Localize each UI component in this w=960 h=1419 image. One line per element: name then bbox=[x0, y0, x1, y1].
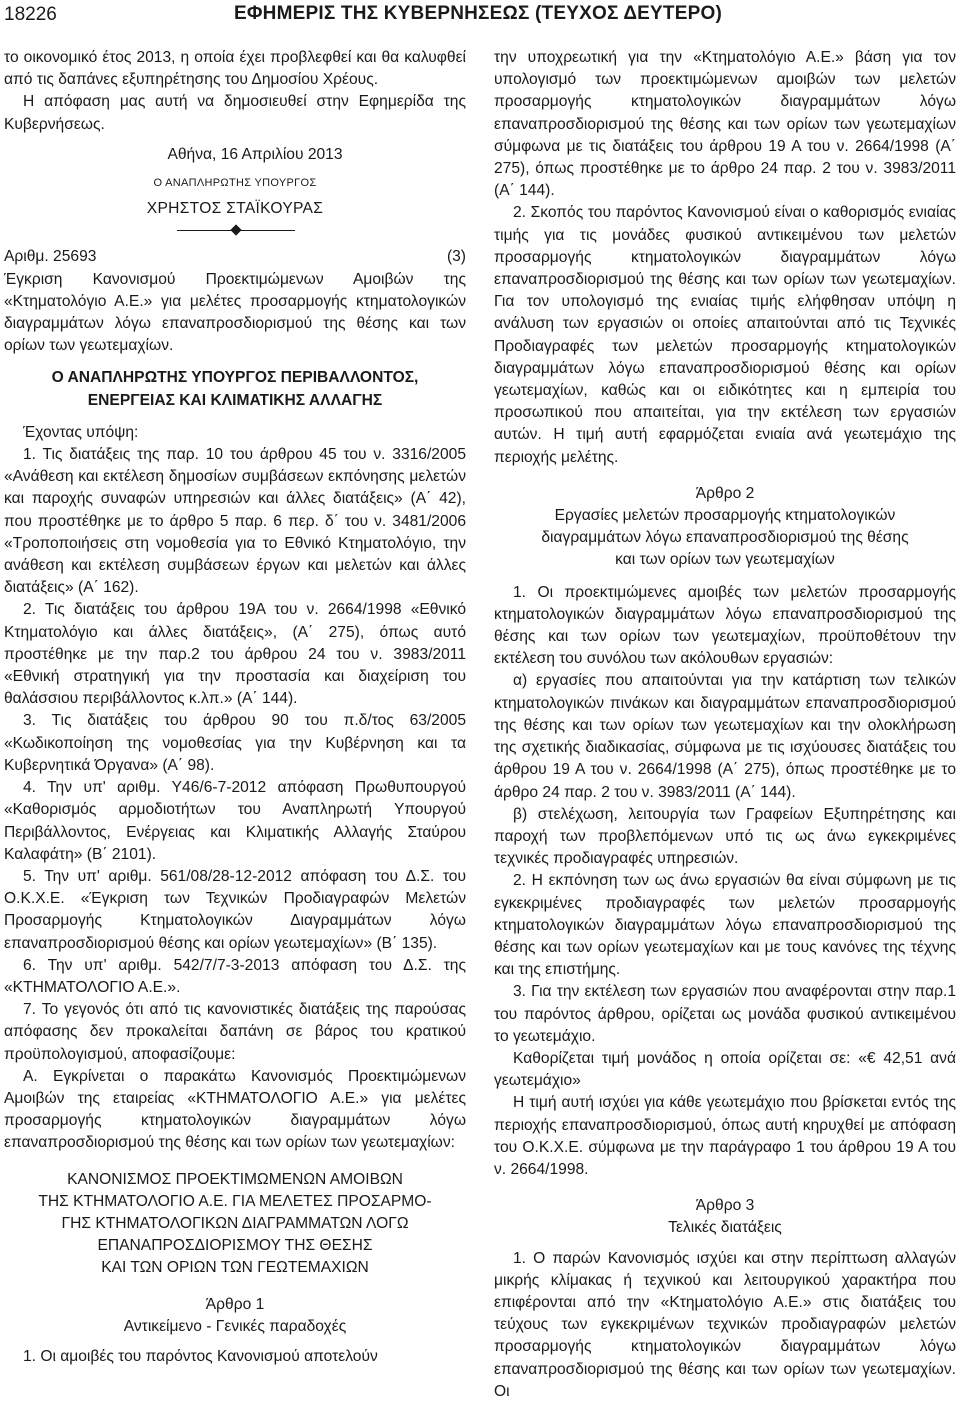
paragraph-budget: το οικονομικό έτος 2013, η οποία έχει προβλεφθεί και θα καλυφθεί από τις δαπάνες εξυπηρέτησης του Δημοσίου Χρέους. bbox=[4, 49, 466, 89]
decision-title: Έγκριση Κανονισμού Προεκτιμώμενων Αμοιβών της «Κτηματολόγιο Α.Ε.» για μελέτες προσαρμογής κτηματολογικών διαγραμμάτων λόγω επαναπροσδιορισμού της θέσης και των ορίων των γεωτεμαχίων. bbox=[4, 270, 466, 355]
article-3-paragraph-1: 1. Ο παρών Κανονισμός ισχύει και στην περίπτωση αλλαγών μικρής κλίμακας ή τεχνικού και λειτουργικού χαρακτήρα που επιφέρονται από την «Κτηματολόγιο Α.Ε.» στις διατάξεις του τεύχους των εγκεκριμένων τεχνικών προδιαγραφών μελετών προσαρμογής κτηματολογικών διαγραμμάτων λόγω επαναπροσδιορισμού της θέσης και των ορίων των γεωτεμαχίων. Οι bbox=[494, 1249, 956, 1400]
article-2-heading: Άρθρο 2 bbox=[695, 484, 755, 502]
section-separator bbox=[4, 220, 466, 246]
regulation-title-line1: ΚΑΝΟΝΙΣΜΟΣ ΠΡΟΕΚΤΙΜΩΜΕΝΩΝ ΑΜΟΙΒΩΝ bbox=[67, 1170, 403, 1188]
diamond-icon bbox=[230, 225, 241, 236]
article-2-title-line1: Εργασίες μελετών προσαρμογής κτηματολογικών bbox=[554, 507, 896, 525]
paragraph-3: 3. Τις διατάξεις του άρθρου 90 του π.δ/τος 63/2005 «Κωδικοποίηση της νομοθεσίας για την Κυβέρνηση και τα Κυβερνητικά Όργανα» (Α΄ 98). bbox=[4, 712, 466, 774]
article-2-paragraph-1: 1. Οι προεκτιμώμενες αμοιβές των μελετών προσαρμογής κτηματολογικών διαγραμμάτων λόγω επαναπροσδιορισμού της θέσης και των ορίων των γεωτεμαχίων, προϋποθέτουν την εκτέλεση του συνόλου των ακόλουθων εργασιών: bbox=[494, 583, 956, 668]
price-validity: Η τιμή αυτή ισχύει για κάθε γεωτεμάχιο που βρίσκεται εντός της περιοχής επαναπροσδιορισμού, όπως αυτή κηρυχθεί με απόφαση του Ο.Κ.Χ.Ε. σύμφωνα με την παράγραφο 1 του άρθρου 19 Α του ν. 2664/1998. bbox=[494, 1094, 956, 1178]
article-2-paragraph-2: 2. Η εκπόνηση των ως άνω εργασιών θα είναι σύμφωνη με τις εγκεκριμένες προδιαγραφές των μελετών προσαρμογής κτηματολογικών διαγραμμάτων λόγω επαναπροσδιορισμού της θέσης και των ορίων γεωτεμαχίων και με τους κανόνες της τέχνης και της επιστήμης. bbox=[494, 872, 956, 979]
article-1-heading: Άρθρο 1 bbox=[205, 1295, 265, 1313]
unit-price: Καθορίζεται τιμή μονάδος η οποία ορίζεται σε: «€ 42,51 ανά γεωτεμάχιο» bbox=[494, 1049, 956, 1090]
right-paragraph-continuation: την υποχρεωτική για την «Κτηματολόγιο Α.Ε.» βάση για τον υπολογισμό των προεκτιμώμενων αμοιβών των μελετών προσαρμογής κτηματολογικών διαγραμμάτων λόγω επαναπροσδιορισμού της θέσης και των ορίων των γεωτεμαχίων σύμφωνα με τις διατάξεις του άρθρου 19 Α του ν. 2664/1998 (Α΄ 275), όπως προστέθηκε με το άρθρο 24 παρ. 2 του ν. 3983/2011 (Α΄ 144). bbox=[494, 49, 956, 200]
regulation-title-line2: ΤΗΣ ΚΤΗΜΑΤΟΛΟΓΙΟ Α.Ε. ΓΙΑ ΜΕΛΕΤΕΣ ΠΡΟΣΑΡΜΟ- bbox=[38, 1192, 432, 1210]
page-header bbox=[0, 0, 960, 30]
article-3-heading: Άρθρο 3 bbox=[695, 1197, 755, 1215]
signer-name: ΧΡΗΣΤΟΣ ΣΤΑΪΚΟΥΡΑΣ bbox=[146, 200, 324, 218]
paragraph-4: 4. Την υπ' αριθμ. Υ46/6-7-2012 απόφαση Πρωθυπουργού «Καθορισμός αρμοδιοτήτων του Αναπληρωτή Υπουργού Περιβάλλοντος, Ενέργειας και Κλιματικής Αλλαγής Σταύρου Καλαφάτη» (Β΄ 2101). bbox=[4, 779, 466, 863]
page-number: 18226 bbox=[4, 4, 57, 25]
minister-title-line1: Ο ΑΝΑΠΛΗΡΩΤΗΣ ΥΠΟΥΡΓΟΣ ΠΕΡΙΒΑΛΛΟΝΤΟΣ, bbox=[51, 369, 419, 387]
article-2-paragraph-b: β) στελέχωση, λειτουργία των Γραφείων Εξυπηρέτησης και παροχή των προβλεπόμενων υπό τις ως άνω εγκεκριμένες τεχνικές προδιαγραφές υπηρεσιών. bbox=[494, 805, 956, 868]
decision-number-row bbox=[4, 246, 466, 268]
article-2-title-line2: διαγραμμάτων λόγω επαναπροσδιορισμού της θέσης bbox=[541, 529, 909, 547]
decision-number: Αριθμ. 25693 bbox=[4, 248, 97, 266]
paragraph-7: 7. Το γεγονός ότι από τις κανονιστικές διατάξεις της παρούσας απόφασης δεν προκαλείται δαπάνη σε βάρος του κρατικού προϋπολογισμού, αποφασίζουμε: bbox=[4, 1001, 466, 1063]
article-3-title: Τελικές διατάξεις bbox=[668, 1219, 782, 1237]
article-1-paragraph-2: 2. Σκοπός του παρόντος Κανονισμού είναι ο καθορισμός ενιαίας τιμής για τις μονάδες φυσικού αντικειμένου των μελετών προσαρμογής κτηματολογικών διαγραμμάτων λόγω επαναπροσδιορισμού της θέσης και των ορίων των γεωτεμαχίων. Για τον υπολογισμό της ενιαίας τιμής ελήφθησαν υπόψη η ανάλυση των εργασιών οι οποίες απαιτούνται από τις Τεχνικές Προδιαγραφές των μελετών προσαρμογής κτηματολογικών διαγραμμάτων λόγω επαναπροσδιορισμού θέσης και ορίων γεωτεμαχίων, καθώς και οι ειδικότητες και η εμπειρία του προσωπικού που απαιτείται, για την εκτέλεση των εργασιών αυτών. Η τιμή αυτή εφαρμόζεται ενιαία ανά γεωτεμάχιο της περιοχής μελέτης. bbox=[494, 204, 956, 466]
paragraph-1: 1. Τις διατάξεις της παρ. 10 του άρθρου 45 του ν. 3316/2005 «Ανάθεση και εκτέλεση δημοσίων συμβάσεων εκπόνησης μελετών και παροχής συναφών υπηρεσιών και άλλες διατάξεις» (Α΄ 42), που προστέθηκε με το άρθρο 5 παρ. 6 περ. δ΄ του ν. 3481/2006 «Τροποποιήσεις στη νομοθεσία για το Εθνικό Κτηματολόγιο, την ανάθεση και εκτέλεση συμβάσεων έργων και μελετών και άλλες διατάξεις» (Α΄ 162). bbox=[4, 446, 466, 597]
paragraph-publish: Η απόφαση μας αυτή να δημοσιευθεί στην Εφημερίδα της Κυβερνήσεως. bbox=[4, 93, 466, 133]
article-2-paragraph-a: α) εργασίες που απαιτούνται για την κατάρτιση των τελικών κτηματολογικών πινάκων και διαγραμμάτων επαναπροσδιορισμού της θέσης και των ορίων των γεωτεμαχίων και την ολοκλήρωση της σχετικής διαδικασίας, σύμφωνα με τις ισχύουσες διατάξεις του άρθρου 19 Α του ν. 2664/1998 (Α΄ 275), όπως προστέθηκε με το άρθρο 24 παρ. 2 του ν. 3983/2011 (Α΄ 144). bbox=[494, 672, 956, 801]
decision-index: (3) bbox=[446, 248, 466, 266]
article-2-paragraph-3: 3. Για την εκτέλεση των εργασιών που αναφέρονται στην παρ.1 του παρόντος άρθρου, ορίζεται ως μονάδα φυσικού αντικειμένου το γεωτεμάχιο. bbox=[494, 983, 956, 1045]
journal-title: ΕΦΗΜΕΡΙΣ ΤΗΣ ΚΥΒΕΡΝΗΣΕΩΣ (ΤΕΥΧΟΣ ΔΕΥΤΕΡΟ) bbox=[234, 3, 722, 24]
regulation-title-line4: ΕΠΑΝΑΠΡΟΣΔΙΟΡΙΣΜΟΥ ΤΗΣ ΘΕΣΗΣ bbox=[97, 1237, 373, 1255]
article-2-title-line3: και των ορίων των γεωτεμαχίων bbox=[615, 551, 835, 569]
regulation-title-line3: ΓΗΣ ΚΤΗΜΑΤΟΛΟΓΙΚΩΝ ΔΙΑΓΡΑΜΜΑΤΩΝ ΛΟΓΩ bbox=[61, 1214, 409, 1232]
regulation-title-line5: ΚΑΙ ΤΩΝ ΟΡΙΩΝ ΤΩΝ ΓΕΩΤΕΜΑΧΙΩΝ bbox=[101, 1259, 369, 1277]
right-column bbox=[494, 47, 956, 1403]
paragraph-6: 6. Την υπ' αριθμ. 542/7/7-3-2013 απόφαση του Δ.Σ. της «ΚΤΗΜΑΤΟΛΟΓΙΟ Α.Ε.». bbox=[4, 956, 466, 996]
having-regard: Έχοντας υπόψη: bbox=[23, 423, 139, 441]
paragraph-2: 2. Τις διατάξεις του άρθρου 19Α του ν. 2664/1998 «Εθνικό Κτηματολόγιο και άλλες διατάξεις», (Α΄ 275), όπως αυτό προστέθηκε με την παρ.2 του άρθρου 24 του ν. 3983/2011 «Εθνική στρατηγική για την προστασία και διαχείριση του θαλάσσιου περιβάλλοντος κ.λπ.» (Α΄ 144). bbox=[4, 601, 466, 708]
signer-role: Ο ΑΝΑΠΛΗΡΩΤΗΣ ΥΠΟΥΡΓΟΣ bbox=[153, 177, 317, 190]
paragraph-5: 5. Την υπ' αριθμ. 561/08/28-12-2012 απόφαση του Δ.Σ. του Ο.Κ.Χ.Ε. «Έγκριση των Τεχνικών Προδιαγραφών Μελετών Προσαρμογής Κτηματολογικών Διαγραμμάτων λόγω επαναπροσδιορισμού θέσης και ορίων γεωτεμαχίων» (Β΄ 135). bbox=[4, 867, 466, 952]
minister-title-line2: ΕΝΕΡΓΕΙΑΣ ΚΑΙ ΚΛΙΜΑΤΙΚΗΣ ΑΛΛΑΓΗΣ bbox=[87, 391, 383, 409]
paragraph-a: Α. Εγκρίνεται ο παρακάτω Κανονισμός Προεκτιμώμενων Αμοιβών της εταιρείας «ΚΤΗΜΑΤΟΛΟΓΙΟ Α.Ε.» για μελέτες προσαρμογής κτηματολογικών διαγραμμάτων λόγω επαναπροσδιορισμού της θέσης και των ορίων των γεωτεμαχίων: bbox=[4, 1067, 466, 1152]
article-1-title: Αντικείμενο - Γενικές παραδοχές bbox=[123, 1317, 347, 1335]
left-column bbox=[4, 47, 466, 1368]
place-date: Αθήνα, 16 Απριλίου 2013 bbox=[167, 145, 343, 163]
article-1-paragraph-1: 1. Οι αμοιβές του παρόντος Κανονισμού αποτελούν bbox=[23, 1347, 378, 1365]
